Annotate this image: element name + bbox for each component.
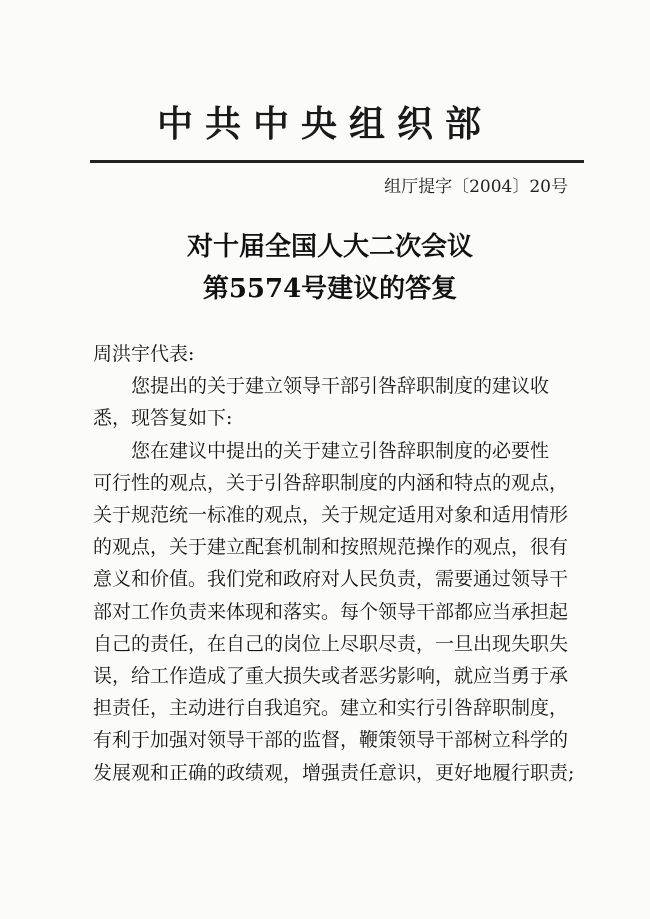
paragraph-line: 可行性的观点，关于引咎辞职制度的内涵和特点的观点， [93, 471, 569, 494]
paragraph-line: 关于规范统一标准的观点，关于规定适用对象和适用情形 [93, 504, 569, 527]
salutation: 周洪宇代表: [93, 343, 195, 365]
paragraph-line: 误，给工作造成了重大损失或者恶劣影响，就应当勇于承 [93, 665, 569, 688]
paragraph-line: 意义和价值。我们党和政府对人民负责，需要通过领导干 [93, 568, 569, 591]
title-line-1: 对十届全国人大二次会议 [186, 232, 473, 262]
paragraph-line: 您在建议中提出的关于建立引咎辞职制度的必要性 [131, 439, 550, 462]
document-number: 组厅提字〔2004〕20号 [384, 177, 568, 197]
paragraph-line: 发展观和正确的政绩观，增强责任意识，更好地履行职责; [93, 761, 575, 784]
title-line-2: 第5574号建议的答复 [202, 274, 458, 304]
paragraph-line: 担责任，主动进行自我追究。建立和实行引咎辞职制度， [93, 697, 569, 720]
header-divider [90, 160, 584, 163]
body-text [93, 338, 588, 789]
org-header: 中共中央组织部 [156, 104, 493, 145]
paragraph-line: 自己的责任，在自己的岗位上尽职尽责，一旦出现失职失 [93, 632, 569, 655]
paragraph-line: 的观点，关于建立配套机制和按照规范操作的观点，很有 [93, 536, 569, 559]
paragraph-line: 有利于加强对领导干部的监督，鞭策领导干部树立科学的 [93, 729, 569, 752]
paragraph-line: 您提出的关于建立领导干部引咎辞职制度的建议收 [131, 375, 550, 398]
paragraph-line: 部对工作负责来体现和落实。每个领导干部都应当承担起 [93, 600, 569, 623]
paragraph-line: 悉，现答复如下: [93, 407, 233, 430]
